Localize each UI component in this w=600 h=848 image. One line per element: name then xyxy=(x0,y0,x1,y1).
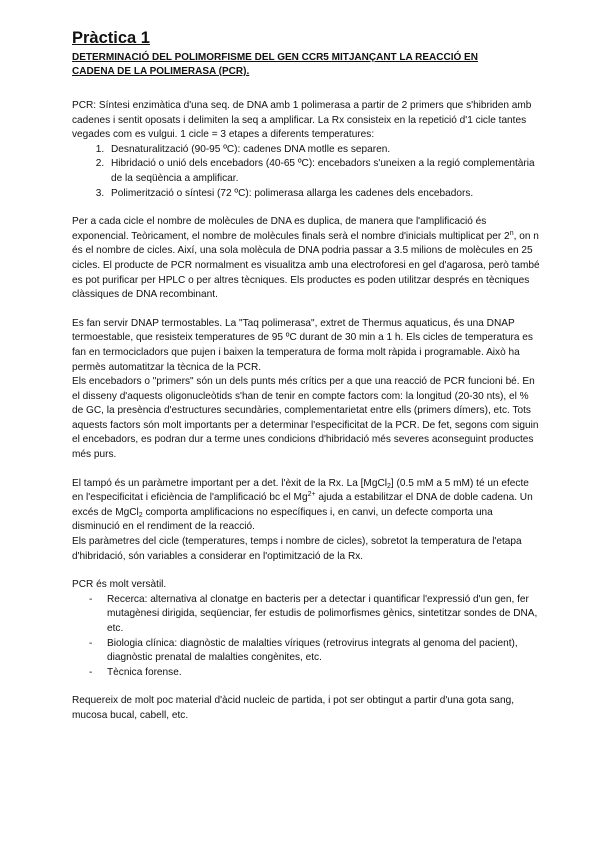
buffer-sub-1: 2 xyxy=(386,482,391,490)
primers-paragraph: Els encebadors o "primers" són un dels punts més crítics per a que una reacció de PCR funcioni bé. En el disseny d'aquests oligonucleòtids s'han de tenir en compte factors com: la longitud (20-30 nts), el % de GC, la presència d'estructures secundàries, complementarietat entre ells (primers dímers), etc. Tots aquests factors són molt importants per a determinar l'especificitat de la PCR. De fet, segons com siguin el encebadors, es podran dur a terme unes condicions d'hibridació més severes aconseguint productes més purs. xyxy=(72,376,539,461)
cycles-text-1: Per a cada cicle el nombre de molècules de DNA es duplica, de manera que l'amplificació és exponencial. Teòricament, el nombre de molècules finals serà el nombre d'inicials multiplicat per 2 xyxy=(72,216,510,242)
buffer-text-a: El tampó és un paràmetre important per a det. l'èxit de la Rx. La [MgCl xyxy=(72,477,387,489)
uses-item xyxy=(89,666,540,681)
buffer-paragraph xyxy=(72,477,540,535)
uses-item xyxy=(89,593,540,637)
buffer-text-b: ] (0.5 mM a 5 mM) té un efecte en l'especificitat i eficiència de l'amplificació bc el Mg xyxy=(72,477,529,504)
uses-item-text: Tècnica forense. xyxy=(107,666,182,678)
subtitle-line-2: CADENA DE LA POLIMERASA (PCR). xyxy=(72,66,250,77)
pcr-step: 2. Hibridació o unió dels encebadors (40-65 ºC): encebadors s'uneixen a la regió complementària de la seqüència a amplificar. xyxy=(107,157,540,186)
dash-bullet: - xyxy=(89,666,93,678)
dash-bullet: - xyxy=(89,637,93,649)
uses-heading: PCR és molt versàtil. xyxy=(72,579,167,591)
buffer-text-c: ajuda a estabilitzar el DNA de doble cadena. Un excés de MgCl xyxy=(72,492,533,518)
cycle-parameters-paragraph: Els paràmetres del cicle (temperatures, temps i nombre de cicles), sobretot la temperatura de l'etapa d'hibridació, són variables a considerar en l'optimització de la Rx. xyxy=(72,536,522,562)
dnap-paragraph: Es fan servir DNAP termostables. La "Taq polimerasa", extret de Thermus aquaticus, és una DNAP termoestable, que resisteix temperatures de 95 ºC durant de 30 min a 1 h. Els cicles de temperatura es fan en termocicladors que pujen i baixen la temperatura de forma molt ràpida i programable. Això ha permès automatitzar la tècnica de la PCR. xyxy=(72,317,533,373)
buffer-sup: 2+ xyxy=(307,491,316,499)
cycles-text-2: , on n és el nombre de cicles. Així, una sola molècula de DNA podria passar a 3.5 milions de molècules en 25 cicles. El producte de PCR normalment es visualitza amb una electroforesi en gel d'agarosa, però també es pot purificar per HPLC o per altres tècniques. Els productes es poden utilitzar després en tècniques clàssiques de DNA recombinant. xyxy=(72,230,540,301)
subtitle-line-1: DETERMINACIÓ DEL POLIMORFISME DEL GEN CCR5 MITJANÇANT LA REACCIÓ EN xyxy=(72,52,478,63)
uses-item-text: Biologia clínica: diagnòstic de malalties víriques (retrovirus integrats al genoma del pacient), diagnòstic prenatal de malalties congènites, etc. xyxy=(107,637,518,664)
page-title: Pràctica 1 xyxy=(72,29,150,47)
pcr-step: 1. Desnaturalització (90-95 ºC): cadenes DNA motlle es separen. xyxy=(107,143,540,158)
cycles-exponent: n xyxy=(509,229,514,237)
dash-bullet: - xyxy=(89,593,93,605)
pcr-step: 3. Polimerització o síntesi (72 ºC): polimerasa allarga les cadenes dels encebadors. xyxy=(107,187,540,202)
uses-list xyxy=(72,593,540,681)
buffer-sub-2: 2 xyxy=(138,511,143,519)
uses-item-text: Recerca: alternativa al clonatge en bacteris per a detectar i quantificar l'expressió d'un gen, fer mutagènesi dirigida, seqüenciar, fer estudis de polimorfismes gènics, sintetitzar sondes de DNA, etc. xyxy=(107,593,538,634)
closing-paragraph: Requereix de molt poc material d'àcid nucleic de partida, i pot ser obtingut a partir d'una gota sang, mucosa bucal, cabell, etc. xyxy=(72,695,515,721)
cycles-paragraph xyxy=(72,215,540,303)
pcr-steps-list xyxy=(72,143,540,201)
buffer-text-d: comporta amplificacions no específiques i, en canvi, un defecte comporta una disminució en el rendiment de la reacció. xyxy=(72,506,493,533)
uses-item xyxy=(89,637,540,666)
document-subtitle xyxy=(72,51,540,79)
intro-paragraph: PCR: Síntesi enzimàtica d'una seq. de DNA amb 1 polimerasa a partir de 2 primers que s'hibriden amb cadenes i sentit oposats i delimiten la seq a amplificar. La Rx consisteix en la repetició d'1 cicle tantes vegades com es vulgui. 1 cicle = 3 etapes a diferents temperatures: xyxy=(72,100,532,141)
